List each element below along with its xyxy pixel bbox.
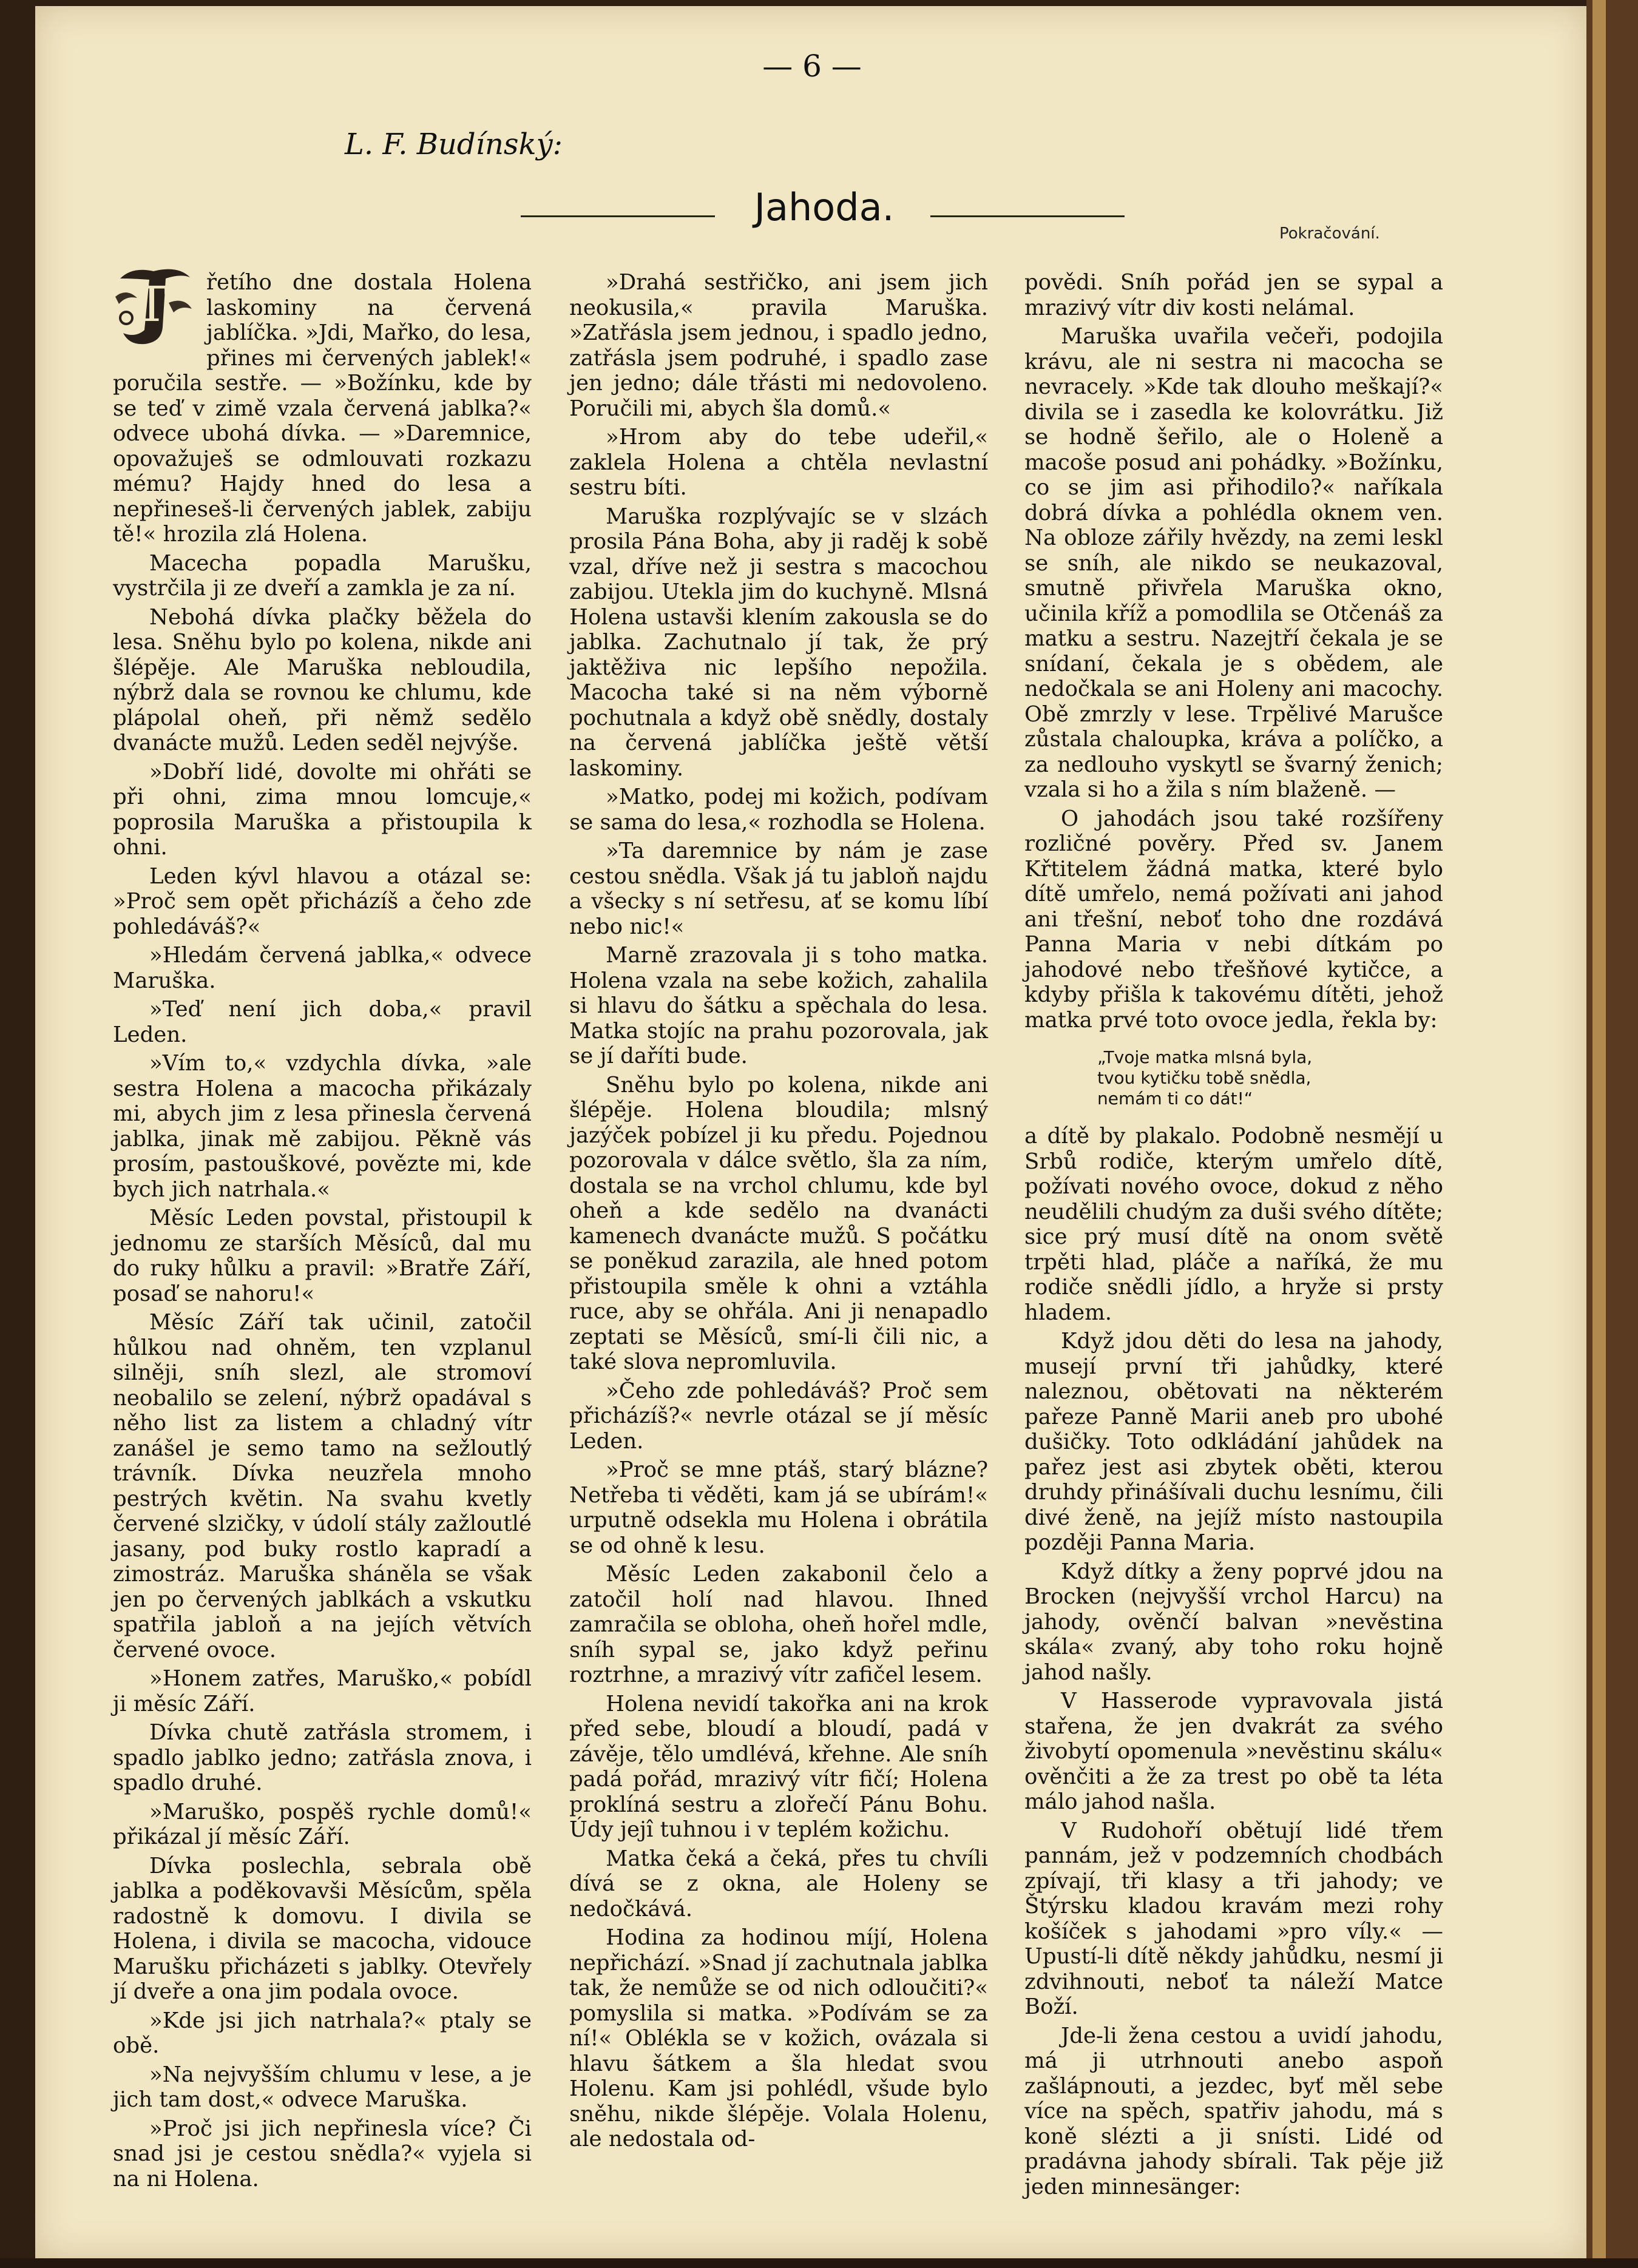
book-binding: [1586, 0, 1638, 2268]
paragraph: Matka čeká a čeká, přes tu chvíli dívá se z okna, ale Holeny se nedočkává.: [569, 1846, 988, 1922]
verse-line: nemám ti co dát!“: [1097, 1088, 1253, 1109]
paragraph: »Vím to,« vzdychla dívka, »ale sestra Holena a macocha přikázaly mi, abych jim z lesa přinesla červená jablka, jinak mě zabijou. Pěkně vás prosím, pastouškové, povězte mi, kde bych jich natrhala.«: [113, 1051, 532, 1202]
paragraph: »Teď není jich doba,« pravil Leden.: [113, 997, 532, 1047]
paragraph: Měsíc Leden zakabonil čelo a zatočil holí nad hlavou. Ihned zamračila se obloha, oheň hořel mdle, sníh sypal se, jako když peřinu roztrhne, a mrazivý vítr zafičel lesem.: [569, 1562, 988, 1687]
text-column-1: [113, 270, 532, 2195]
paragraph: Když dítky a ženy poprvé jdou na Brocken (nejvyšší vrchol Harcu) na jahody, ověnčí balvan »nevěstina skála« zvaný, aby toho roku hojně jahod našly.: [1024, 1559, 1443, 1685]
paragraph: »Honem zatřes, Maruško,« pobídl ji měsíc Září.: [113, 1666, 532, 1716]
paragraph: »Hledám červená jablka,« odvece Maruška.: [113, 943, 532, 993]
binding-strip: [1592, 0, 1606, 2268]
verse-quote: [1097, 1047, 1443, 1109]
dropcap-letter: T: [135, 276, 168, 332]
paragraph: »Proč se mne ptáš, starý blázne? Netřeba ti věděti, kam já se ubírám!« urputně odsekla mu Holena i obrátila se od ohně k lesu.: [569, 1457, 988, 1558]
paragraph: řetího dne dostala Holena laskominy na červená jablíčka. »Jdi, Mařko, do lesa, přines mi červených jablek!« poručila sestře. — »Božínku, kde by se teď v zimě vzala červená jablka?« odvece ubohá dívka. — »Daremnice, opovažuješ se odmlouvati rozkazu mému? Hajdy hned do lesa a nepřineseš-li červených jablek, zabiju tě!« hrozila zlá Holena.: [113, 270, 532, 547]
paragraph: »Proč jsi jich nepřinesla více? Či snad jsi je cestou snědla?« vyjela si na ni Holena.: [113, 2116, 532, 2192]
paragraph: V Hasserode vypravovala jistá stařena, že jen dvakrát za svého živobytí opomenula »nevěstinu skálu« ověnčiti a že za trest po obě ta léta málo jahod našla.: [1024, 1689, 1443, 1814]
title-rule-right: [930, 215, 1125, 217]
paragraph: Hodina za hodinou míjí, Holena nepřichází. »Snad jí zachutnala jablka tak, že nemůže se od nich odloučiti?« pomyslila si matka. »Podívám se za ní!« Oblékla se v kožich, ovázala si hlavu šátkem a šla hledat svou Holenu. Kam jsi pohlédl, všude bylo sněhu, nikde šlépěje. Volala Holenu, ale nedostala od-: [569, 1925, 988, 2152]
verse-line: tvou kytičku tobě snědla,: [1097, 1068, 1311, 1088]
page-number: — 6 —: [762, 49, 862, 84]
paragraph: »Dobří lidé, dovolte mi ohřáti se při ohni, zima mnou lomcuje,« poprosila Maruška a přistoupila k ohni.: [113, 759, 532, 860]
paragraph: »Maruško, pospěš rychle domů!« přikázal jí měsíc Září.: [113, 1799, 532, 1849]
paragraph: Dívka poslechla, sebrala obě jablka a poděkovavši Měsícům, spěla radostně k domovu. I divila se Holena, i divila se macocha, vidouce Marušku přicházeti s jablky. Otevřely jí dveře a ona jim podala ovoce.: [113, 1853, 532, 2004]
book-page: [35, 6, 1586, 2258]
title-rule-left: [521, 215, 715, 217]
paragraph: Macecha popadla Marušku, vystrčila ji ze dveří a zamkla je za ní.: [113, 550, 532, 601]
paragraph: »Čeho zde pohledáváš? Proč sem přicházíš?« nevrle otázal se jí měsíc Leden.: [569, 1378, 988, 1454]
paragraph: »Kde jsi jich natrhala?« ptaly se obě.: [113, 2008, 532, 2058]
paragraph: Holena nevidí takořka ani na krok před sebe, bloudí a bloudí, padá v závěje, tělo umdlévá, křehne. Ale sníh padá pořád, mrazivý vítr fičí; Holena proklíná sestru a zlořečí Pánu Bohu. Údy jejî tuhnou i v teplém kožichu.: [569, 1691, 988, 1842]
paragraph: a dítě by plakalo. Podobně nesmějí u Srbů rodiče, kterým umřelo dítě, požívati nového ovoce, dokud z něho neudělili chudým za duši svého dítěte; sice prý musí dítě na onom světě trpěti hlad, pláče a naříká, že mu rodiče snědli jídlo, a hryže si prsty hladem.: [1024, 1124, 1443, 1325]
paragraph: Měsíc Leden povstal, přistoupil k jednomu ze starších Měsíců, dal mu do ruky hůlku a pravil: »Bratře Září, posaď se nahoru!«: [113, 1206, 532, 1306]
author-name: L. F. Budínský:: [345, 127, 563, 161]
bottom-edge: [0, 2258, 1638, 2268]
article-title: Jahoda.: [754, 185, 895, 229]
continued-label: Pokračování.: [1279, 224, 1380, 243]
paragraph: »Matko, podej mi kožich, podívam se sama do lesa,« rozhodla se Holena.: [569, 785, 988, 835]
paragraph: Maruška uvařila večeři, podojila krávu, ale ni sestra ni macocha se nevracely. »Kde tak dlouho meškají?« divila se i zasedla ke kolovrátku. Již se hodně šeřilo, ale o Holeně a macoše posud ani pohádky. »Božínku, co se jim asi přihodilo?« naříkala dobrá dívka a pohlédla oknem ven. Na obloze zářily hvězdy, na zemi leskl se sníh, ale nikdo se neukazoval, smutně přivřela Maruška okno, učinila kříž a pomodlila se Otčenáš za matku a sestru. Nazejtří čekala je se snídaní, čekala je s obědem, ale nedočkala se ani Holeny ani macochy. Obě zmrzly v lese. Trpělivé Marušce zůstala chaloupka, kráva a políčko, a za nedlouho vyskytl se švarný ženich; vzala si ho a žila s ním blaženě. —: [1024, 324, 1443, 802]
paragraph: V Rudohoří obětují lidé třem pannám, jež v podzemních chodbách zpívají, tři klasy a tři jahody; ve Štýrsku kladou kravám mezi rohy košíček s jahodami »pro víly.« — Upustí-li dítě někdy jahůdku, nesmí ji zdvihnouti, neboť ta náleží Matce Boží.: [1024, 1818, 1443, 2019]
paragraph: Nebohá dívka plačky běžela do lesa. Sněhu bylo po kolena, nikde ani šlépěje. Ale Maruška nebloudila, nýbrž dala se rovnou ke chlumu, kde plápolal oheň, při němž sedělo dvanácte mužů. Leden seděl nejvýše.: [113, 604, 532, 755]
paragraph: Marně zrazovala ji s toho matka. Holena vzala na sebe kožich, zahalila si hlavu do šátku a spěchala do lesa. Matka stojíc na prahu pozorovala, jak se jí daříti bude.: [569, 943, 988, 1068]
paragraph: O jahodách jsou také rozšířeny rozličné pověry. Před sv. Janem Křtitelem žádná matka, které bylo dítě umřelo, nemá požívati ani jahod ani třešní, neboť toho dne rozdává Panna Maria v nebi dítkám po jahodové nebo třešňové kytičce, a kdyby přišla k takovému dítěti, jehož matka prvé toto ovoce jedla, řekla by:: [1024, 806, 1443, 1033]
paragraph: Měsíc Září tak učinil, zatočil hůlkou nad ohněm, ten vzplanul silněji, sníh slezl, ale stromoví neobalilo se zelení, nýbrž opadával s něho list za listem a chladný vítr zanášel je semo tamo na sežloutlý trávník. Dívka neuzřela mnoho pestrých květin. Na svahu kvetly červené slzičky, v údolí stály zažloutlé jasany, pod buky rostlo kapradí a zimostráz. Maruška sháněla se však jen po červených jablkách a vskutku spatřila jabloň a na jejích větvích červené ovoce.: [113, 1310, 532, 1662]
paragraph: Dívka chutě zatřásla stromem, i spadlo jablko jedno; zatřásla znova, i spadlo druhé.: [113, 1720, 532, 1795]
paragraph: Sněhu bylo po kolena, nikde ani šlépěje. Holena bloudila; mlsný jazýček pobízel ji ku předu. Pojednou pozorovala v dálce světlo, šla za ním, dostala se na vrchol chlumu, kde byl oheň a kde sedělo na dvanácti kamenech dvanácte mužů. S počátku se poněkud zarazila, ale hned potom přistoupila směle k ohni a vztáhla ruce, aby se ohřála. Ani ji nenapadlo zeptati se Měsíců, smí-li čili nic, a také slova nepromluvila.: [569, 1072, 988, 1374]
paragraph: »Ta daremnice by nám je zase cestou snědla. Však já tu jabloň najdu a všecky s ní setřesu, ať se komu líbí nebo nic!«: [569, 839, 988, 939]
paragraph: Jde-li žena cestou a uvidí jahodu, má ji utrhnouti anebo aspoň zašlápnouti, a jezdec, byť měl sebe více na spěch, spatřiv jahodu, má s koně slézti a ji snísti. Lidé od pradávna jahody sbírali. Tak pěje již jeden minnesänger:: [1024, 2023, 1443, 2199]
paragraph: Maruška rozplývajíc se v slzách prosila Pána Boha, aby ji raděj k sobě vzal, dříve než ji sestra s macochou zabijou. Utekla jim do kuchyně. Mlsná Holena ustavši klením zakousla se do jablka. Zachutnalo jí tak, že prý jaktěživa nic lepšího nepožila. Macocha také si na něm výborně pochutnala a když obě snědly, dostaly na červená jablíčka ještě větší laskominy.: [569, 504, 988, 781]
paragraph: Leden kývl hlavou a otázal se: »Proč sem opět přicházíš a čeho zde pohledáváš?«: [113, 863, 532, 939]
paragraph: »Hrom aby do tebe udeřil,« zaklela Holena a chtěla nevlastní sestru bíti.: [569, 425, 988, 500]
paragraph: »Na nejvyšším chlumu v lese, a je jich tam dost,« odvece Maruška.: [113, 2062, 532, 2112]
text-column-2: [569, 270, 988, 2156]
text-column-3: [1024, 270, 1443, 2203]
paragraph: »Drahá sestřičko, ani jsem jich neokusila,« pravila Maruška. »Zatřásla jsem jednou, i spadlo jedno, zatřásla jsem podruhé, i spadlo zase jen jedno; dále třásti mi nedovoleno. Poručili mi, abych šla domů.«: [569, 270, 988, 421]
ornamental-initial-icon: [108, 260, 199, 351]
verse-line: „Tvoje matka mlsná byla,: [1097, 1047, 1313, 1067]
paragraph: povědi. Sníh pořád jen se sypal a mrazivý vítr div kosti nelámal.: [1024, 270, 1443, 320]
paragraph: Když jdou děti do lesa na jahody, musejí první tři jahůdky, které naleznou, obětovati na některém pařeze Panně Marii aneb pro ubohé dušičky. Toto odkládání jahůdek na pařez jest asi zbytek oběti, kterou druhdy přinášívali duchu lesnímu, čili divé ženě, na jejíž místo nastoupila později Panna Maria.: [1024, 1329, 1443, 1555]
